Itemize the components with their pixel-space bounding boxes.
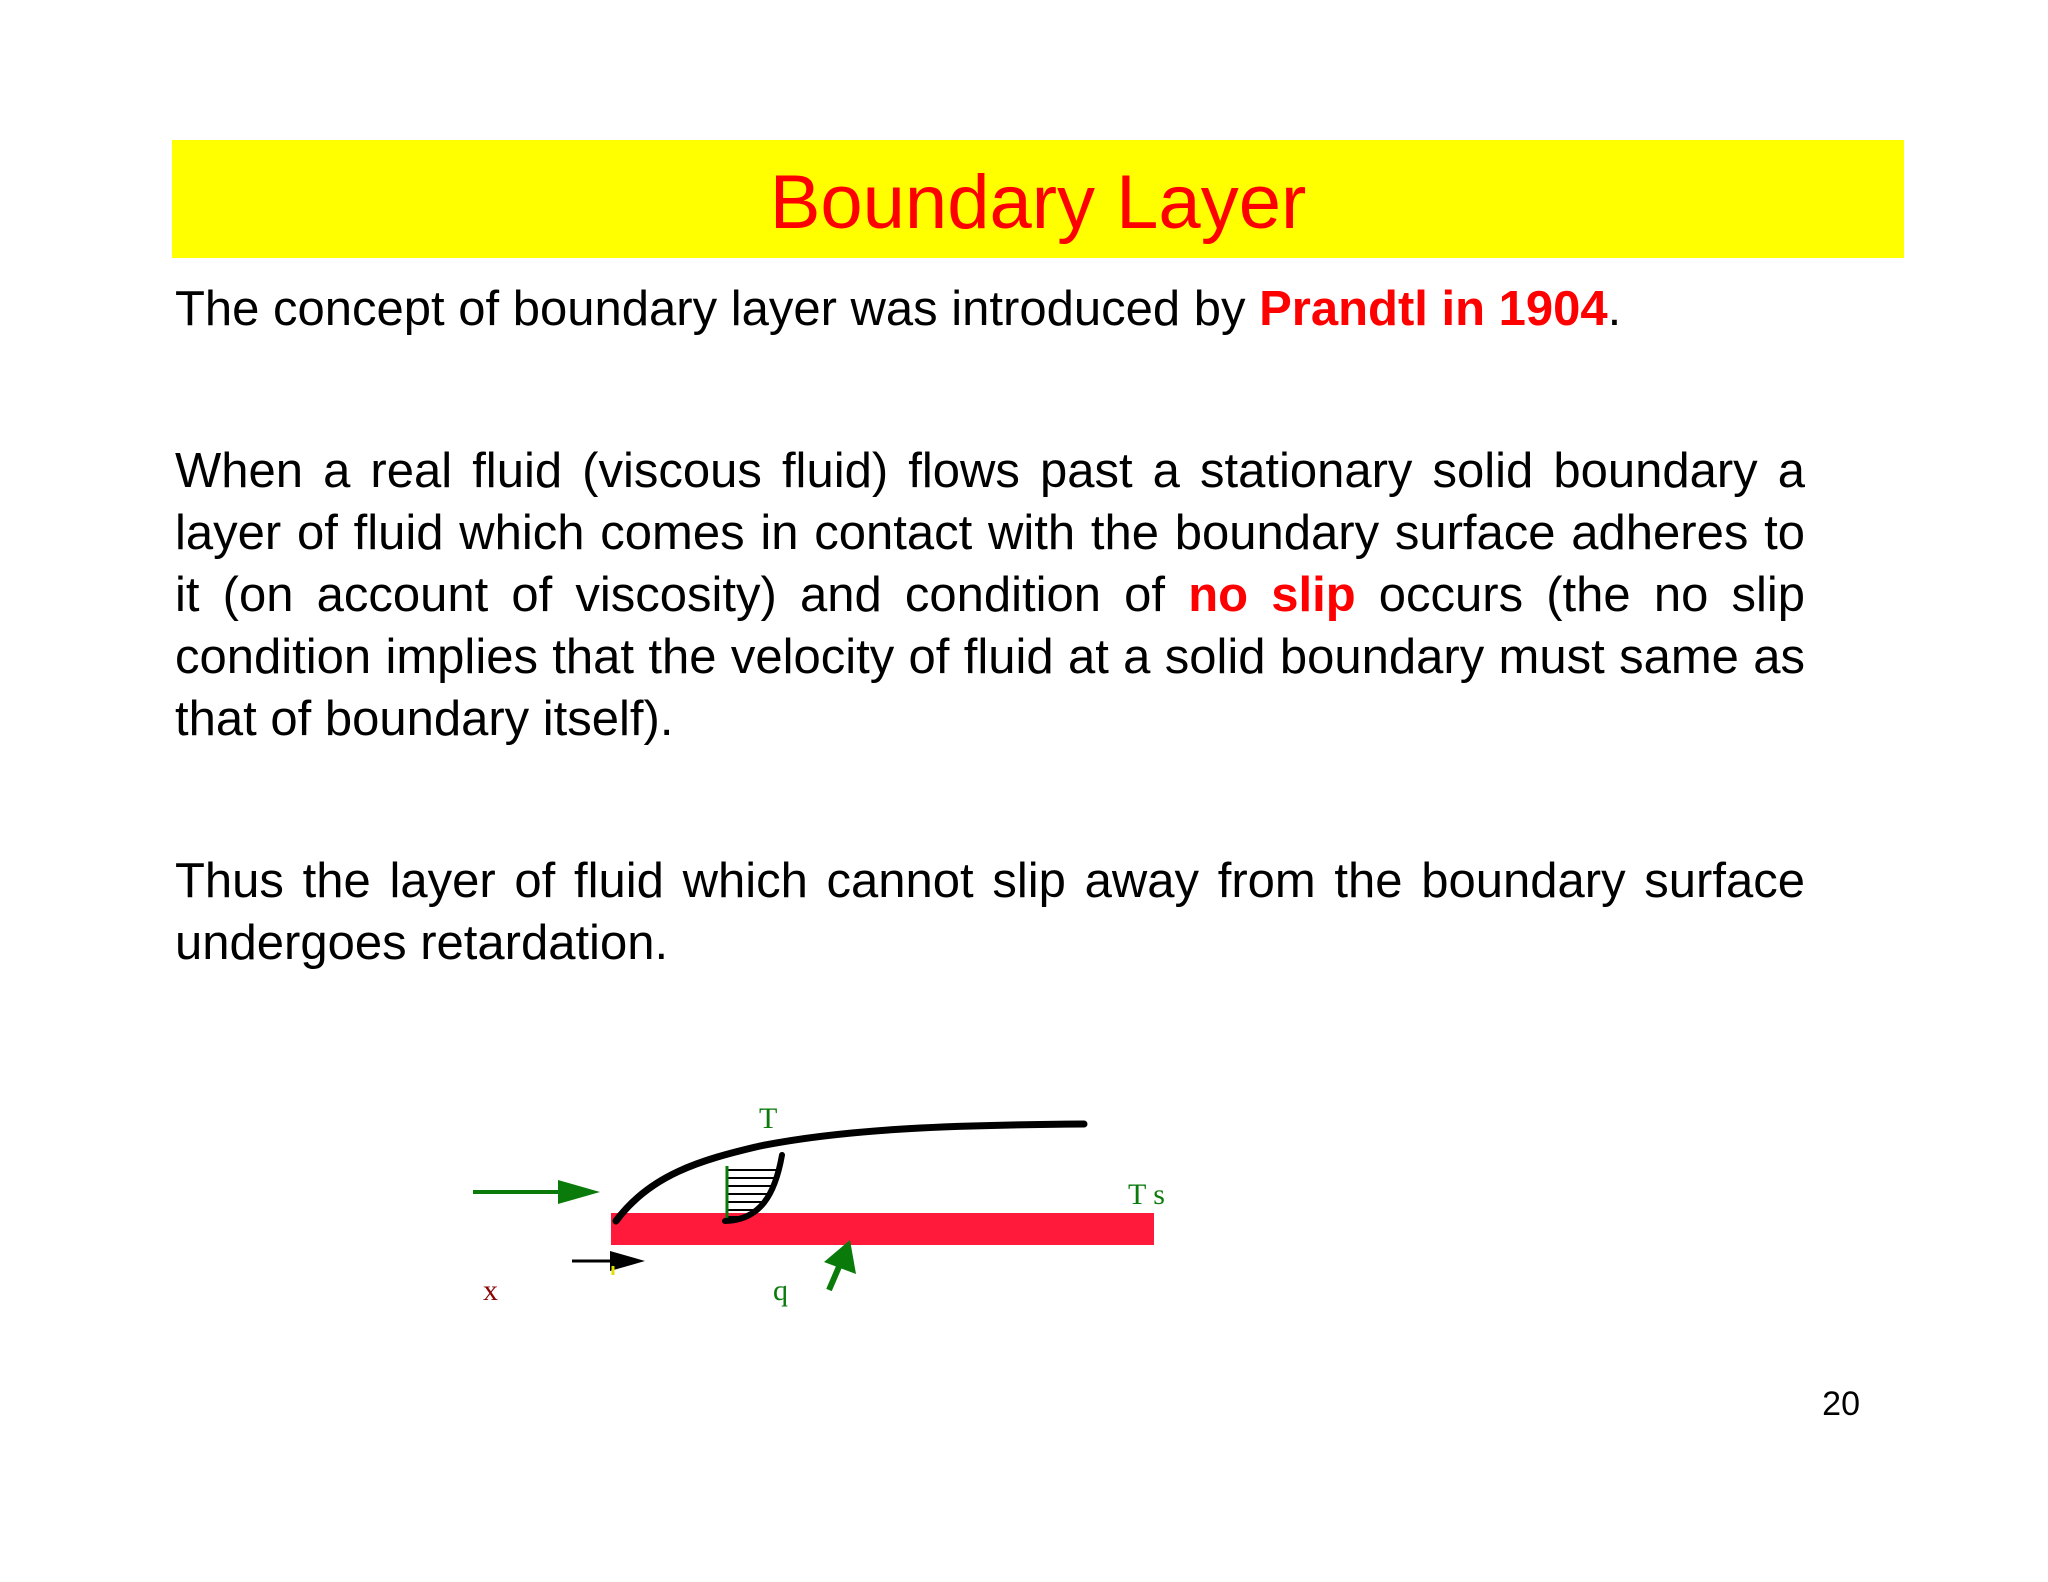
free-stream-arrow-icon [473,1180,600,1204]
label-q: q [773,1274,788,1307]
label-x: x [483,1274,498,1307]
flat-plate [611,1213,1154,1245]
page-number: 20 [1822,1385,1860,1423]
label-t-surface: T s [1128,1178,1165,1211]
title-bar [172,140,1904,258]
boundary-layer-edge-curve [616,1124,1084,1221]
paragraph-retardation [175,850,1805,974]
paragraph-intro-text: The concept of boundary layer was introduced by [175,282,1260,336]
velocity-profile-curve [725,1155,782,1221]
slide-title: Boundary Layer [769,160,1307,245]
paragraph-no-slip-end: occurs (the no slip condition implies that the velocity of fluid at a solid boundary must same as that of boundary itself). [175,568,1805,746]
paragraph-intro-end: . [1607,282,1622,336]
prandtl-highlight: Prandtl in 1904 [1259,282,1608,336]
velocity-profile-hatching [727,1170,776,1217]
paragraph-retardation-text: Thus the layer of fluid which cannot slip away from the boundary surface undergoes retardation. [175,854,1805,970]
paragraph-no-slip-text: When a real fluid (viscous fluid) flows past a stationary solid boundary a layer of fluid which comes in contact with the boundary surface adheres to it (on account of viscosity) and condition of [175,444,1805,622]
paragraph-no-slip [175,440,1805,750]
paragraph-intro [175,278,1805,340]
no-slip-highlight: no slip [1188,568,1356,622]
label-t-free: T [759,1102,778,1135]
x-direction-arrow-icon [572,1251,645,1275]
heat-flux-arrow-icon [824,1240,856,1290]
